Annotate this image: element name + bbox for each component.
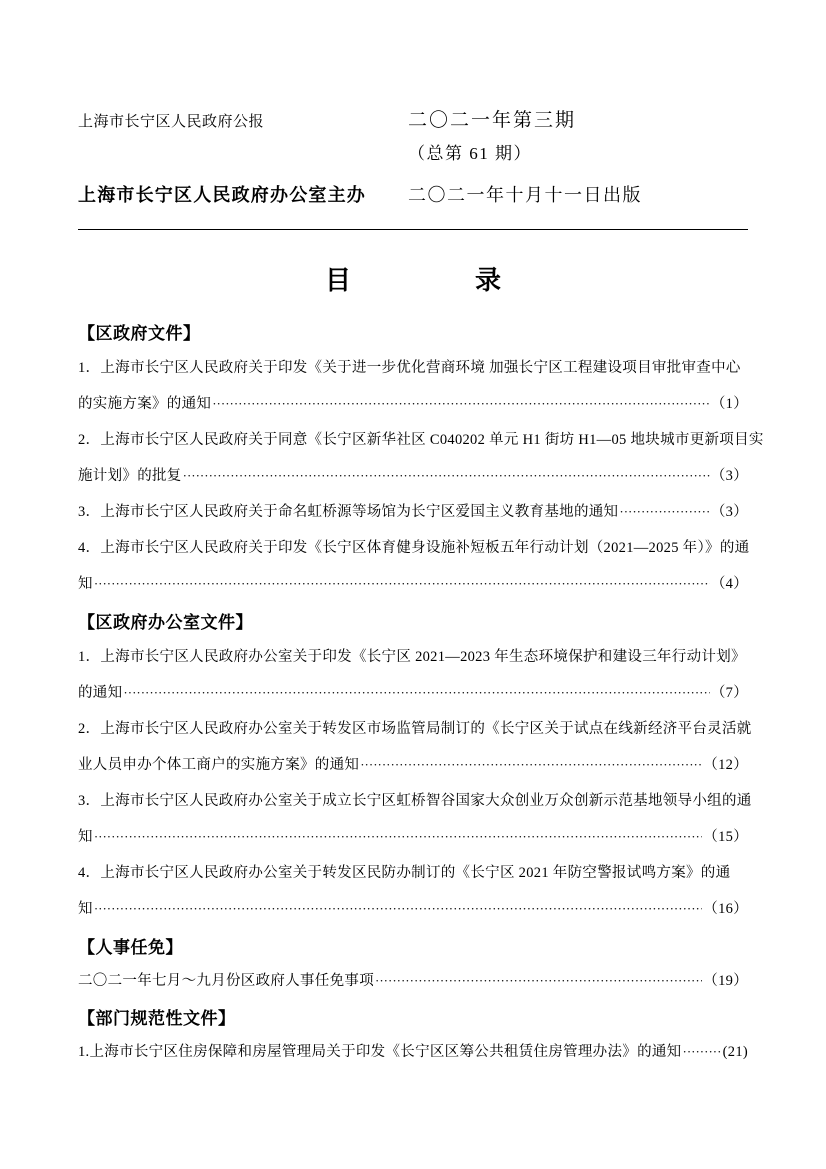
toc-entry-line <box>78 964 748 998</box>
issue-number: 二〇二一年第三期 <box>408 110 577 131</box>
toc-entry-line <box>78 494 748 530</box>
toc-entry-line <box>78 386 748 422</box>
section-heading-government-office-documents: 【区政府办公室文件】 <box>78 613 253 633</box>
toc-entry-text: 4．上海市长宁区人民政府办公室关于转发区民防办制订的《长宁区 2021 年防空警报试鸣方案》的通 <box>78 865 731 881</box>
toc-page-number: （16） <box>703 901 748 917</box>
bulletin-name: 上海市长宁区人民政府公报 <box>78 114 265 130</box>
issue-total: （总第 61 期） <box>408 144 532 163</box>
masthead-row-issuer <box>78 181 748 221</box>
toc-entry-line <box>78 711 752 747</box>
toc-page-number: （7） <box>710 685 748 701</box>
toc-entry-line <box>78 819 748 855</box>
publish-date: 二〇二一年十月十一日出版 <box>408 185 642 205</box>
dot-leader <box>183 458 710 494</box>
section-heading-personnel-appointments: 【人事任免】 <box>78 938 183 958</box>
toc-entry-line <box>78 458 748 494</box>
toc-entry <box>78 1035 748 1069</box>
section-heading-department-normative-documents: 【部门规范性文件】 <box>78 1009 236 1029</box>
toc-page-number: （15） <box>703 829 748 845</box>
toc-entry-text-cont: 施计划》的批复 <box>78 468 182 484</box>
toc-entry-text: 二〇二一年七月～九月份区政府人事任免事项 <box>78 973 374 989</box>
dot-leader <box>619 494 709 530</box>
toc-entry-text: 1.上海市长宁区住房保障和房屋管理局关于印发《长宁区区筹公共租赁住房管理办法》的通知 <box>78 1044 682 1060</box>
toc-entry-line <box>78 566 748 602</box>
toc-entry-text: 2．上海市长宁区人民政府关于同意《长宁区新华社区 C040202 单元 H1 街坊 H1—05 地块城市更新项目实 <box>78 432 764 448</box>
toc-entry-text-cont: 知 <box>78 829 93 845</box>
toc-entry-line <box>78 1035 748 1069</box>
toc-entry <box>78 350 748 422</box>
toc-entry-text-cont: 知 <box>78 576 93 592</box>
toc-entry-text-cont: 的通知 <box>78 685 123 701</box>
toc-entry-line <box>78 530 748 566</box>
dot-leader <box>94 566 710 602</box>
dot-leader <box>375 964 702 998</box>
dot-leader <box>360 747 702 783</box>
toc-entry-text: 1．上海市长宁区人民政府办公室关于印发《长宁区 2021—2023 年生态环境保护和建设三年行动计划》 <box>78 649 746 665</box>
dot-leader <box>94 819 702 855</box>
toc-page-number: （3） <box>710 504 748 520</box>
toc-entry-text-cont: 业人员申办个体工商户的实施方案》的通知 <box>78 757 360 773</box>
page-title: 目 录 <box>324 266 525 296</box>
toc-page-number: （1） <box>710 396 748 412</box>
toc-entry-text: 3．上海市长宁区人民政府关于命名虹桥源等场馆为长宁区爱国主义教育基地的通知 <box>78 504 619 520</box>
toc-entry-text-cont: 的实施方案》的通知 <box>78 396 212 412</box>
toc-entry-line <box>78 855 748 891</box>
toc-entry-line <box>78 675 748 711</box>
toc-entry-line <box>78 747 748 783</box>
toc-entry <box>78 639 748 711</box>
toc-entry <box>78 494 748 530</box>
toc-entry <box>78 711 752 783</box>
toc-entry-text: 2．上海市长宁区人民政府办公室关于转发区市场监管局制订的《长宁区关于试点在线新经济平台灵活就 <box>78 721 752 737</box>
toc-page-number: (21) <box>722 1044 748 1060</box>
toc-entry-line <box>78 639 748 675</box>
toc-entry-line <box>78 891 748 927</box>
toc-page-number: （3） <box>710 468 748 484</box>
toc-entry <box>78 783 752 855</box>
toc-entry-text: 1．上海市长宁区人民政府关于印发《关于进一步优化营商环境 加强长宁区工程建设项目审批审查中心 <box>78 360 741 376</box>
toc-entry-line <box>78 350 748 386</box>
section-heading-government-documents: 【区政府文件】 <box>78 324 201 344</box>
toc-entry <box>78 422 764 494</box>
dot-leader <box>94 891 702 927</box>
toc-page-number: （19） <box>703 973 748 989</box>
toc-entry-text: 4．上海市长宁区人民政府关于印发《长宁区体育健身设施补短板五年行动计划（2021—2025 年）》的通 <box>78 540 750 556</box>
dot-leader <box>123 675 709 711</box>
toc-entry-text-cont: 知 <box>78 901 93 917</box>
toc-entry-text: 3．上海市长宁区人民政府办公室关于成立长宁区虹桥智谷国家大众创业万众创新示范基地领导小组的通 <box>78 793 752 809</box>
toc-page-number: （12） <box>703 757 748 773</box>
toc-entry <box>78 855 748 927</box>
toc-entry-line <box>78 783 752 819</box>
toc-entry <box>78 964 748 998</box>
dot-leader <box>682 1035 721 1069</box>
issuer-name: 上海市长宁区人民政府办公室主办 <box>78 185 366 206</box>
masthead-row-top <box>78 105 748 139</box>
toc-entry <box>78 530 748 602</box>
masthead-divider <box>78 229 748 230</box>
toc-page-number: （4） <box>710 576 748 592</box>
dot-leader <box>212 386 710 422</box>
toc-entry-line <box>78 422 764 458</box>
